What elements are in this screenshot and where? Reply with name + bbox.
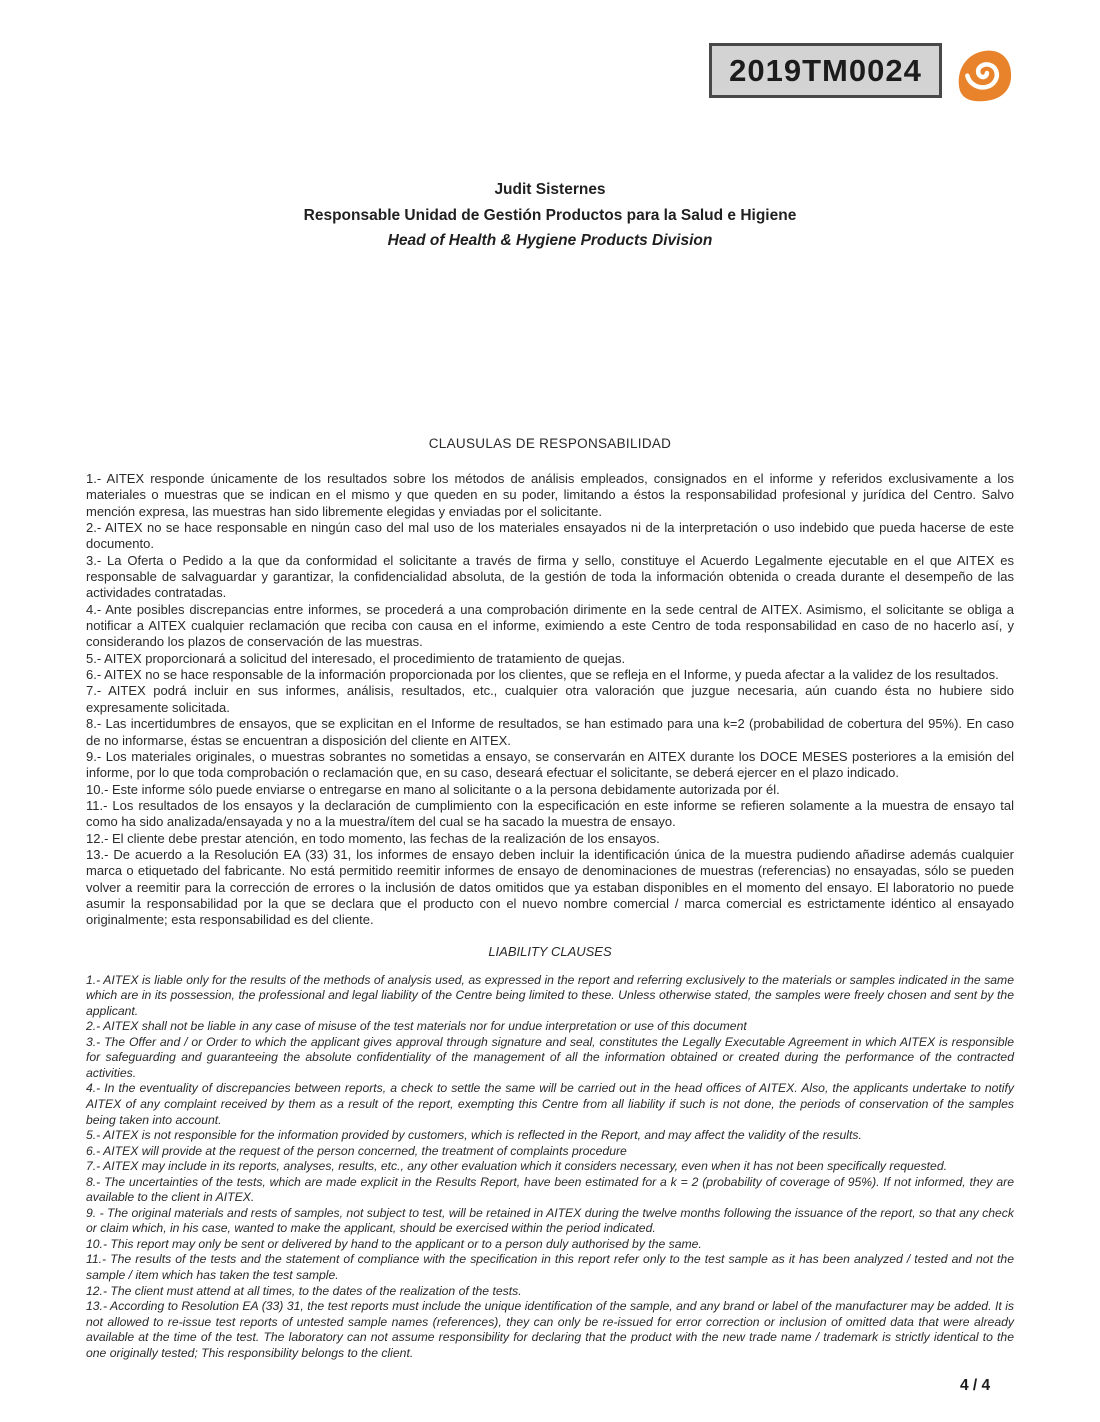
signatory-title-spanish: Responsable Unidad de Gestión Productos para la Salud e Higiene	[303, 206, 797, 224]
english-clause-9: 9. - The original materials and rests of samples, not subject to test, will be retained in AITEX during the twelve months following the issuance of the report, so that any check or claim which, in his case, wanted to make the applicant, should be exercised within the period indicated.	[86, 1205, 1014, 1236]
spanish-clause-10: 10.- Este informe sólo puede enviarse o entregarse en mano al solicitante o a la persona debidamente autorizada por él.	[86, 781, 780, 797]
english-clause-8: 8.- The uncertainties of the tests, which are made explicit in the Results Report, have been estimated for a k = 2 (probability of coverage of 95%). If not informed, they are available to the client in AITEX.	[86, 1174, 1014, 1205]
spanish-clause-12: 12.- El cliente debe prestar atención, en todo momento, las fechas de la realización de los ensayos.	[86, 830, 660, 846]
english-clause-12: 12.- The client must attend at all times, to the dates of the realization of the tests.	[86, 1283, 522, 1298]
english-clauses-heading: LIABILITY CLAUSES	[488, 943, 612, 959]
report-code: 2019TM0024	[729, 52, 922, 88]
english-clause-7: 7.- AITEX may include in its reports, analyses, results, etc., any other evaluation which it considers necessary, even when it has not been specifically requested.	[86, 1159, 948, 1174]
english-clause-4: 4.- In the eventuality of discrepancies between reports, a check to settle the same will be carried out in the head offices of AITEX. Also, the applicants undertake to notify AITEX of any complaint received by them as a result of the report, exempting this Centre from all liability if such is not done, the periods of conservation of the samples being taken into account.	[86, 1081, 1014, 1127]
spanish-clause-1: 1.- AITEX responde únicamente de los resultados sobre los métodos de análisis empleados, consignados en el informe y referidos exclusivamente a los materiales o muestras que se indican en el mismo y que queden en su poder, limitando a éstos la responsabilidad profesional y jurídica del Centro. Salvo mención expresa, las muestras han sido libremente elegidas y enviadas por el solicitante.	[86, 471, 1014, 519]
spanish-clause-3: 3.- La Oferta o Pedido a la que da conformidad el solicitante a través de firma y sello, constituye el Acuerdo Legalmente ejecutable en el que AITEX es responsable de salvaguardar y garantizar, la confidencialidad absoluta, de la gestión de toda la información obtenida o creada durante el desempeño de las actividades contratadas.	[86, 552, 1014, 601]
english-clause-5: 5.- AITEX is not responsible for the information provided by customers, which is reflected in the Report, and may affect the validity of the results.	[86, 1128, 862, 1143]
english-clause-11: 11.- The results of the tests and the statement of compliance with the specification in this report refer only to the test sample as it has been analyzed / tested and not the sample / item which has taken the test sample.	[86, 1252, 1014, 1283]
spanish-clause-9: 9.- Los materiales originales, o muestras sobrantes no sometidas a ensayo, se conservarán en AITEX durante los DOCE MESES posteriores a la emisión del informe, por lo que toda comprobación o reclamación que, en su caso, deseará efectuar el solicitante, se deberá ejercer en el plazo indicado.	[86, 748, 1014, 781]
english-clause-6: 6.- AITEX will provide at the request of the person concerned, the treatment of complaints procedure	[86, 1143, 627, 1158]
page-indicator: 4 / 4	[960, 1377, 991, 1394]
aitex-spiral-logo	[951, 44, 1014, 107]
spanish-clause-6: 6.- AITEX no se hace responsable de la información proporcionada por los clientes, que se refleja en el Informe, y pueda afectar a la validez de los resultados.	[86, 667, 999, 683]
signatory-name: Judit Sisternes	[494, 181, 606, 198]
spanish-clause-13: 13.- De acuerdo a la Resolución EA (33) 31, los informes de ensayo deben incluir la identificación única de la muestra pudiendo añadirse además cualquier marca o etiquetado del fabricante. No está permitido reemitir informes de ensayo de denominaciones de muestras (referencias) no ensayadas, sólo se pueden volver a reemitir para la corrección de errores o la inclusión de datos omitidos que ya estaban disponibles en el momento del ensayo. El laboratorio no puede asumir la responsabilidad por la que se declara que el producto con el nuevo nombre comercial / marca comercial es estrictamente idéntico al ensayado originalmente; esta responsabilidad es del cliente.	[86, 846, 1014, 928]
english-clause-2: 2.- AITEX shall not be liable in any case of misuse of the test materials nor for undue interpretation or use of this document	[86, 1019, 747, 1034]
report-code-stamp	[709, 43, 942, 98]
english-clause-3: 3.- The Offer and / or Order to which the applicant gives approval through signature and seal, constitutes the Legally Executable Agreement in which AITEX is responsible for safeguarding and guaranteeing the absolute confidentiality of the management of all the information obtained or created during the performance of the contracted activities.	[86, 1034, 1014, 1080]
spanish-clauses-heading: CLAUSULAS DE RESPONSABILIDAD	[428, 436, 672, 451]
spanish-clause-4: 4.- Ante posibles discrepancias entre informes, se procederá a una comprobación dirimente en la sede central de AITEX. Asimismo, el solicitante se obliga a notificar a AITEX cualquier reclamación que reciba con causa en el informe, eximiendo a este Centro de toda responsabilidad en caso de no hacerlo así, y considerando los plazos de conservación de las muestras.	[86, 601, 1014, 650]
spanish-clause-8: 8.- Las incertidumbres de ensayos, que se explicitan en el Informe de resultados, se han estimado para una k=2 (probabilidad de cobertura del 95%). En caso de no informarse, éstas se encuentran a disposición del cliente en AITEX.	[86, 716, 1014, 748]
english-clause-1: 1.- AITEX is liable only for the results of the methods of analysis used, as expressed in the report and referring exclusively to the materials or samples indicated in the same which are in its possession, the professional and legal liability of the Centre being limited to these. Unless otherwise stated, the samples were freely chosen and sent by the applicant.	[86, 972, 1014, 1018]
spanish-clause-5: 5.- AITEX proporcionará a solicitud del interesado, el procedimiento de tratamiento de quejas.	[86, 650, 626, 666]
spanish-clause-2: 2.- AITEX no se hace responsable en ningún caso del mal uso de los materiales ensayados ni de la interpretación o uso indebido que pueda hacerse de este documento.	[86, 520, 1014, 552]
clauses-content	[86, 436, 1014, 1361]
english-clause-13: 13.- According to Resolution EA (33) 31, the test reports must include the unique identification of the sample, and any brand or label of the manufacturer may be added. It is not allowed to re-issue test reports of untested sample names (references), they can only be re-issued for error correction or inclusion of omitted data that were already available at the time of the test. The laboratory can not assume responsibility for declaring that the product with the new trade name / trademark is strictly identical to the one originally tested; This responsibility belongs to the client.	[86, 1299, 1014, 1360]
signatory-title-english: Head of Health & Hygiene Products Division	[387, 232, 713, 249]
spanish-clause-7: 7.- AITEX podrá incluir en sus informes, análisis, resultados, etc., cualquier otra valoración que juzgue necesaria, aún cuando ésta no hubiere sido expresamente solicitada.	[86, 683, 1014, 715]
english-clause-10: 10.- This report may only be sent or delivered by hand to the applicant or to a person duly authorised by the same.	[86, 1236, 702, 1251]
spanish-clause-11: 11.- Los resultados de los ensayos y la declaración de cumplimiento con la especificación en este informe se refieren solamente a la muestra de ensayo tal como ha sido analizada/ensayada y no a la muestra/ítem del cual se ha sacado la muestra de ensayo.	[86, 797, 1014, 830]
signatory-block	[0, 177, 1100, 254]
